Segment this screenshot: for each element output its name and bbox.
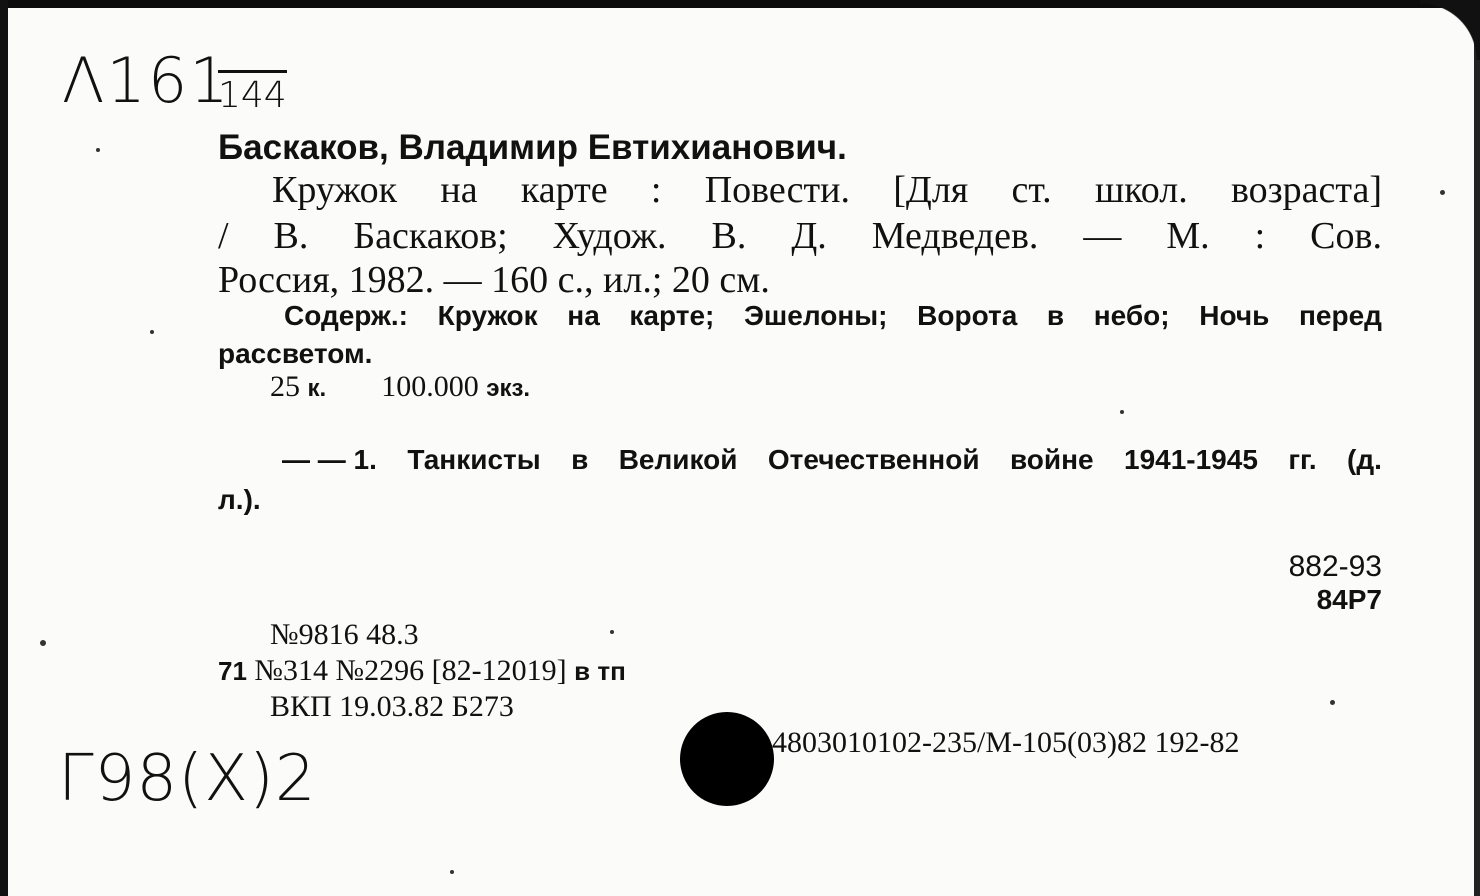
technical-line-2 [218,654,626,688]
speck [1330,700,1335,705]
description-line-2: / В. Баскаков; Худож. В. Д. Медведев. — М. : Сов. [218,215,1382,257]
technical-line-2-body: №314 №2296 [82-12019] [254,654,567,687]
speck [610,630,614,634]
price-and-print-run [270,370,530,404]
classification-code-2: 84Р7 [1316,584,1382,615]
subject-line-2: л.). [218,484,261,515]
contents-line-1: Содерж.: Кружок на карте; Эшелоны; Ворота в небо; Ночь перед [284,300,1382,331]
price-value: 25 [270,370,300,403]
call-number-main: Λ161 [62,44,231,117]
print-run-value: 100.000 [381,370,479,403]
speck [1440,190,1445,195]
print-run-unit: экз. [486,375,531,402]
call-number-sub: 144 [218,70,287,116]
speck [96,148,100,152]
shelf-mark: Г98(Х)2 [58,742,317,816]
contents-line-2: рассветом. [218,338,373,369]
isbn-line: 4803010102-235/М-105(03)82 192-82 [772,726,1240,759]
technical-line-2-suffix: в тп [574,656,626,686]
speck [150,330,154,334]
speck [1120,410,1124,414]
card-top-edge [0,0,1480,8]
classification-code-1: 882-93 [1288,550,1382,583]
speck [450,870,454,874]
description-line-1: Кружок на карте : Повести. [Для ст. школ. возраста] [272,169,1382,211]
technical-line-1: №9816 48.3 [270,618,419,651]
card-rounded-corner [1420,0,1480,60]
speck [40,640,46,646]
author-heading: Баскаков, Владимир Евтихианович. [218,128,847,167]
punch-hole [680,712,774,806]
card-left-edge [0,0,8,896]
card-right-edge [1474,0,1480,896]
technical-line-2-prefix: 71 [218,656,247,686]
price-unit: к. [307,375,327,402]
subject-line-1: — — 1. Танкисты в Великой Отечественной войне 1941-1945 гг. (д. [282,444,1382,475]
technical-line-3: ВКП 19.03.82 Б273 [270,690,514,723]
description-line-3: Россия, 1982. — 160 с., ил.; 20 см. [218,259,770,301]
